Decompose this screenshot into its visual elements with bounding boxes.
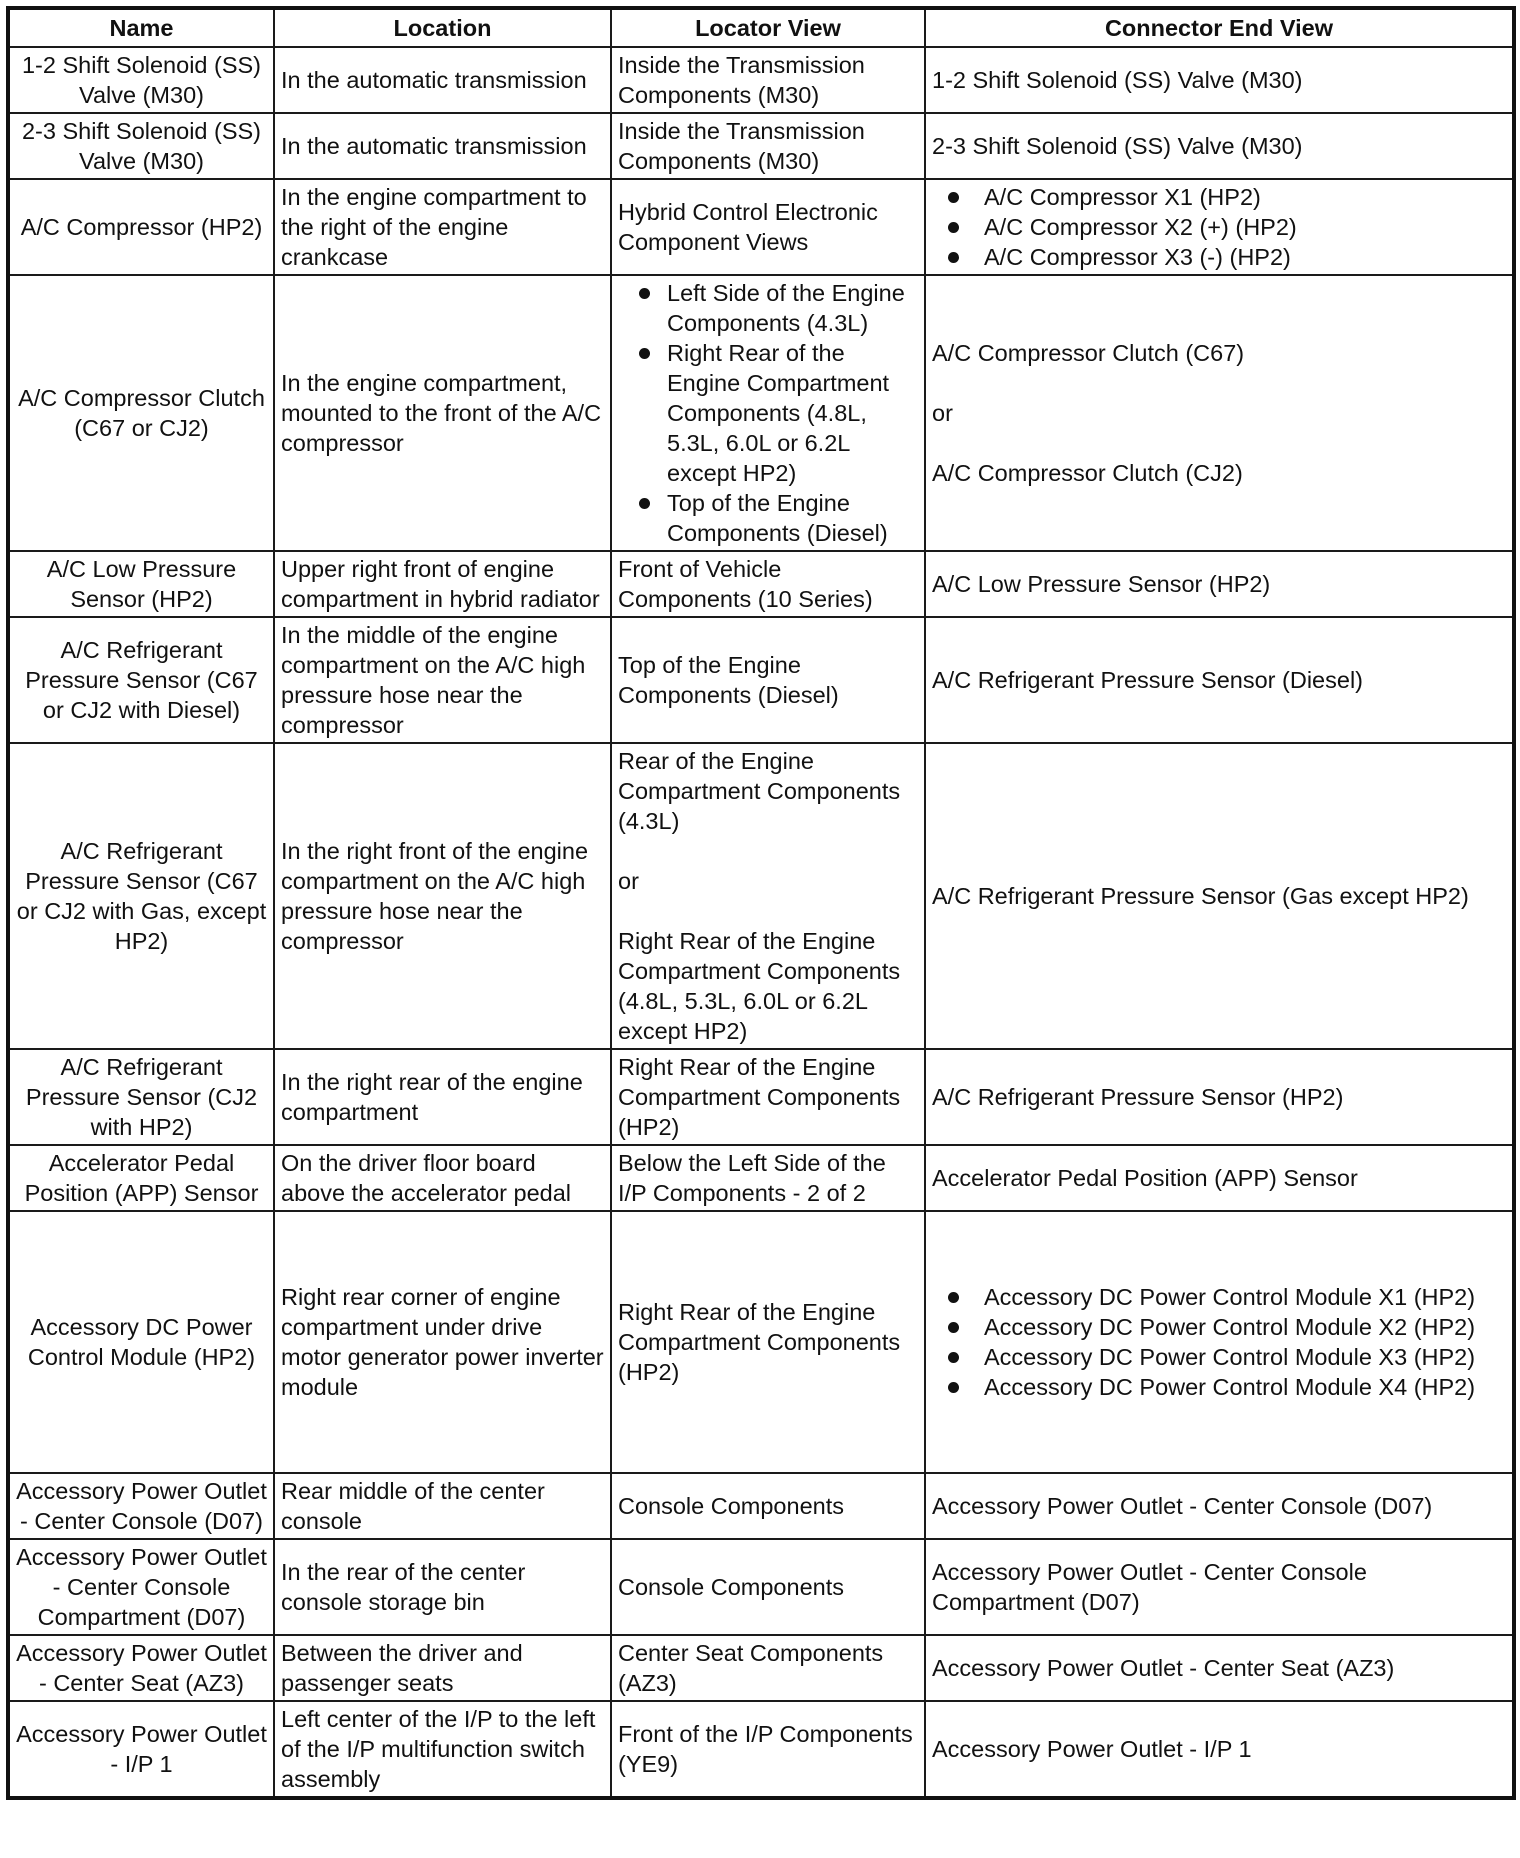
component-name: A/C Refrigerant Pressure Sensor (C67 or CJ2 with Diesel) [8, 617, 274, 743]
connector-end-view-link[interactable]: A/C Compressor Clutch (C67) [932, 340, 1245, 366]
connector-end-view-link[interactable]: A/C Refrigerant Pressure Sensor (HP2) [925, 1049, 1514, 1145]
component-name: A/C Compressor Clutch (C67 or CJ2) [8, 275, 274, 551]
table-row [8, 1635, 1514, 1701]
locator-view-link[interactable]: Rear of the Engine Compartment Components (4.3L) [618, 748, 901, 834]
component-name: A/C Compressor (HP2) [8, 179, 274, 275]
table-row [8, 551, 1514, 617]
component-name: 2-3 Shift Solenoid (SS) Valve (M30) [8, 113, 274, 179]
table-row [8, 179, 1514, 275]
table-row [8, 1049, 1514, 1145]
locator-view-link[interactable]: Right Rear of the Engine Compartment Components (HP2) [611, 1211, 925, 1473]
component-location: Between the driver and passenger seats [274, 1635, 611, 1701]
locator-view-link[interactable]: Top of the Engine Components (Diesel) [618, 488, 918, 548]
table-row [8, 275, 1514, 551]
locator-view-link[interactable]: Left Side of the Engine Components (4.3L) [618, 278, 918, 338]
component-name: Accessory DC Power Control Module (HP2) [8, 1211, 274, 1473]
connector-end-view-link[interactable]: A/C Compressor X3 (-) (HP2) [932, 242, 1506, 272]
connector-end-view-link[interactable]: A/C Compressor X2 (+) (HP2) [932, 212, 1506, 242]
table-row [8, 1145, 1514, 1211]
spacer [932, 428, 1506, 458]
connector-end-view-link[interactable]: Accessory Power Outlet - Center Seat (AZ3) [925, 1635, 1514, 1701]
locator-view-link[interactable]: Inside the Transmission Components (M30) [611, 47, 925, 113]
locator-view-link[interactable]: Inside the Transmission Components (M30) [611, 113, 925, 179]
component-location: In the engine compartment, mounted to the front of the A/C compressor [274, 275, 611, 551]
component-location: Left center of the I/P to the left of the I/P multifunction switch assembly [274, 1701, 611, 1798]
locator-view-cell [611, 275, 925, 551]
locator-view-link[interactable]: Right Rear of the Engine Compartment Components (HP2) [611, 1049, 925, 1145]
connector-end-view-cell [925, 179, 1514, 275]
table-row [8, 1701, 1514, 1798]
or-separator: or [932, 400, 953, 426]
component-location: Rear middle of the center console [274, 1473, 611, 1539]
or-separator: or [618, 868, 639, 894]
table-row [8, 617, 1514, 743]
component-location: In the right rear of the engine compartment [274, 1049, 611, 1145]
connector-end-view-link[interactable]: A/C Refrigerant Pressure Sensor (Gas except HP2) [925, 743, 1514, 1049]
component-location: On the driver floor board above the accelerator pedal [274, 1145, 611, 1211]
component-location: In the right front of the engine compartment on the A/C high pressure hose near the compressor [274, 743, 611, 1049]
component-name: Accessory Power Outlet - I/P 1 [8, 1701, 274, 1798]
component-name: Accessory Power Outlet - Center Console (D07) [8, 1473, 274, 1539]
connector-end-view-link[interactable]: A/C Compressor X1 (HP2) [932, 182, 1506, 212]
table-row [8, 47, 1514, 113]
locator-view-link[interactable]: Top of the Engine Components (Diesel) [611, 617, 925, 743]
connector-end-view-link[interactable]: A/C Low Pressure Sensor (HP2) [925, 551, 1514, 617]
connector-end-view-cell [925, 275, 1514, 551]
table-row [8, 1211, 1514, 1473]
table-row [8, 743, 1514, 1049]
column-header-location: Location [274, 8, 611, 47]
connector-end-view-link[interactable]: Accelerator Pedal Position (APP) Sensor [925, 1145, 1514, 1211]
spacer [618, 896, 918, 926]
component-name: A/C Refrigerant Pressure Sensor (C67 or CJ2 with Gas, except HP2) [8, 743, 274, 1049]
component-name: A/C Low Pressure Sensor (HP2) [8, 551, 274, 617]
component-location: Right rear corner of engine compartment under drive motor generator power inverter module [274, 1211, 611, 1473]
locator-view-link[interactable]: Console Components [611, 1539, 925, 1635]
connector-end-view-link[interactable]: Accessory DC Power Control Module X3 (HP2) [932, 1342, 1506, 1372]
component-name: 1-2 Shift Solenoid (SS) Valve (M30) [8, 47, 274, 113]
component-location: In the automatic transmission [274, 47, 611, 113]
connector-end-view-link[interactable]: Accessory DC Power Control Module X2 (HP2) [932, 1312, 1506, 1342]
component-location: In the engine compartment to the right of the engine crankcase [274, 179, 611, 275]
component-location: Upper right front of engine compartment in hybrid radiator [274, 551, 611, 617]
component-name: Accelerator Pedal Position (APP) Sensor [8, 1145, 274, 1211]
connector-end-view-link[interactable]: A/C Refrigerant Pressure Sensor (Diesel) [925, 617, 1514, 743]
column-header-connector-end-view: Connector End View [925, 8, 1514, 47]
connector-end-view-link[interactable]: Accessory Power Outlet - Center Console (D07) [925, 1473, 1514, 1539]
locator-view-cell [611, 743, 925, 1049]
column-header-locator-view: Locator View [611, 8, 925, 47]
component-location: In the automatic transmission [274, 113, 611, 179]
locator-view-link[interactable]: Below the Left Side of the I/P Components - 2 of 2 [611, 1145, 925, 1211]
connector-end-view-link[interactable]: Accessory DC Power Control Module X1 (HP2) [932, 1282, 1506, 1312]
connector-end-view-list [932, 1282, 1506, 1402]
table-row [8, 1539, 1514, 1635]
spacer [618, 836, 918, 866]
locator-view-link[interactable]: Right Rear of the Engine Compartment Components (4.8L, 5.3L, 6.0L or 6.2L except HP2) [618, 928, 901, 1044]
component-name: Accessory Power Outlet - Center Seat (AZ3) [8, 1635, 274, 1701]
connector-end-view-link[interactable]: 1-2 Shift Solenoid (SS) Valve (M30) [925, 47, 1514, 113]
connector-end-view-link[interactable]: Accessory DC Power Control Module X4 (HP2) [932, 1372, 1506, 1402]
component-name: Accessory Power Outlet - Center Console Compartment (D07) [8, 1539, 274, 1635]
spacer [932, 368, 1506, 398]
connector-end-view-link[interactable]: A/C Compressor Clutch (CJ2) [932, 460, 1243, 486]
locator-view-link[interactable]: Console Components [611, 1473, 925, 1539]
connector-end-view-cell [925, 1211, 1514, 1473]
component-name: A/C Refrigerant Pressure Sensor (CJ2 with HP2) [8, 1049, 274, 1145]
connector-end-view-link[interactable]: Accessory Power Outlet - Center Console Compartment (D07) [925, 1539, 1514, 1635]
locator-view-link[interactable]: Front of the I/P Components (YE9) [611, 1701, 925, 1798]
component-locator-table [6, 6, 1516, 1800]
locator-view-link[interactable]: Hybrid Control Electronic Component Views [611, 179, 925, 275]
header-row [8, 8, 1514, 47]
column-header-name: Name [8, 8, 274, 47]
component-location: In the middle of the engine compartment on the A/C high pressure hose near the compressor [274, 617, 611, 743]
table-row [8, 1473, 1514, 1539]
connector-end-view-list [932, 182, 1506, 272]
locator-view-list [618, 278, 918, 548]
connector-end-view-link[interactable]: 2-3 Shift Solenoid (SS) Valve (M30) [925, 113, 1514, 179]
table-row [8, 113, 1514, 179]
locator-view-link[interactable]: Front of Vehicle Components (10 Series) [611, 551, 925, 617]
connector-end-view-link[interactable]: Accessory Power Outlet - I/P 1 [925, 1701, 1514, 1798]
component-location: In the rear of the center console storage bin [274, 1539, 611, 1635]
locator-view-link[interactable]: Center Seat Components (AZ3) [611, 1635, 925, 1701]
locator-view-link[interactable]: Right Rear of the Engine Compartment Components (4.8L, 5.3L, 6.0L or 6.2L except HP2) [618, 338, 918, 488]
